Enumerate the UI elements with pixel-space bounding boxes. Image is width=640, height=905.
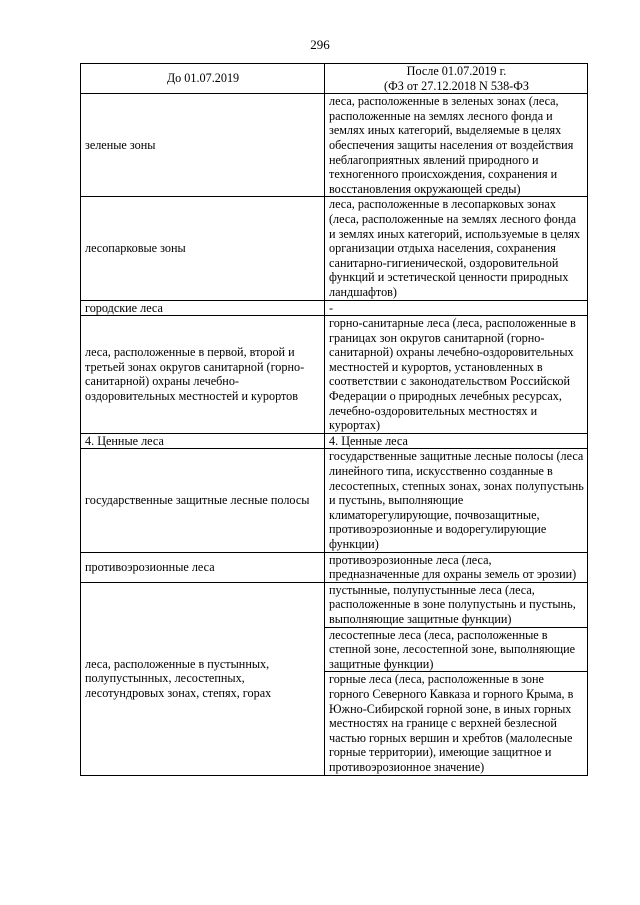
cell-before: лесопарковые зоны [81, 197, 325, 300]
table-row [81, 582, 588, 775]
cell-before: противоэрозионные леса [81, 552, 325, 582]
cell-after-stack [325, 582, 588, 775]
cell-after: леса, расположенные в зеленых зонах (леса, расположенные на землях лесного фонда и землях иных категорий, выделяемые в целях обеспечения защиты населения от воздействия неблагоприятных явлений природного и техногенного происхождения, сохранения и восстановления окружающей среды) [325, 94, 588, 197]
table-row [81, 316, 588, 434]
cell-after: горно-санитарные леса (леса, расположенные в границах зон округов санитарной (горно-санитарной) охраны лечебно-оздоровительных местностей и курортов, установленных в соответствии с законодательством Российской Федерации о природных лечебных ресурсах, лечебно-оздоровительных местностях и курортах) [325, 316, 588, 434]
header-after-line2: (ФЗ от 27.12.2018 N 538-ФЗ [384, 78, 529, 93]
cell-after: противоэрозионные леса (леса, предназначенные для охраны земель от эрозии) [325, 552, 588, 582]
table-row [81, 552, 588, 582]
table-header-row [81, 64, 588, 94]
cell-before: государственные защитные лесные полосы [81, 449, 325, 552]
table-row [81, 197, 588, 300]
header-after-line1: После 01.07.2019 г. [406, 64, 507, 78]
cell-after: - [325, 300, 588, 316]
comparison-table [80, 63, 588, 776]
cell-before: леса, расположенные в первой, второй и третьей зонах округов санитарной (горно-санитарной) охраны лечебно-оздоровительных местностей и курортов [81, 316, 325, 434]
table-row [81, 94, 588, 197]
page-number: 296 [310, 37, 330, 52]
table-row [81, 300, 588, 316]
cell-before: леса, расположенные в пустынных, полупустынных, лесостепных, лесотундровых зонах, степях, горах [81, 582, 325, 775]
cell-after-part: горные леса (леса, расположенные в зоне горного Северного Кавказа и горного Крыма, в Южно-Сибирской горной зоне, в иных горных местностях на границе с верхней безлесной частью горных вершин и хребтов (малолесные горные территории), имеющие защитное и противоэрозионное значение) [329, 672, 574, 774]
cell-after: леса, расположенные в лесопарковых зонах (леса, расположенные на землях лесного фонда и землях иных категорий, используемые в целях организации отдыха населения, сохранения санитарно-гигиенической, оздоровительной функций и эстетической ценности природных ландшафтов) [325, 197, 588, 300]
cell-after: 4. Ценные леса [325, 433, 588, 449]
cell-after-part: пустынные, полупустынные леса (леса, расположенные в зоне полупустынь и пустынь, выполняющие защитные функции) [325, 583, 587, 628]
cell-before: городские леса [81, 300, 325, 316]
header-before: До 01.07.2019 [81, 64, 325, 94]
cell-before: 4. Ценные леса [81, 433, 325, 449]
table-row [81, 433, 588, 449]
table-row [81, 449, 588, 552]
cell-after-part: лесостепные леса (леса, расположенные в степной зоне, лесостепной зоне, выполняющие защитные функции) [325, 628, 587, 673]
cell-after: государственные защитные лесные полосы (леса линейного типа, искусственно созданные в лесостепных, степных зонах, зонах полупустынь и пустынь, выполняющие климаторегулирующие, почвозащитные, противоэрозионные и водорегулирующие функции) [325, 449, 588, 552]
header-after [325, 64, 588, 94]
cell-before: зеленые зоны [81, 94, 325, 197]
